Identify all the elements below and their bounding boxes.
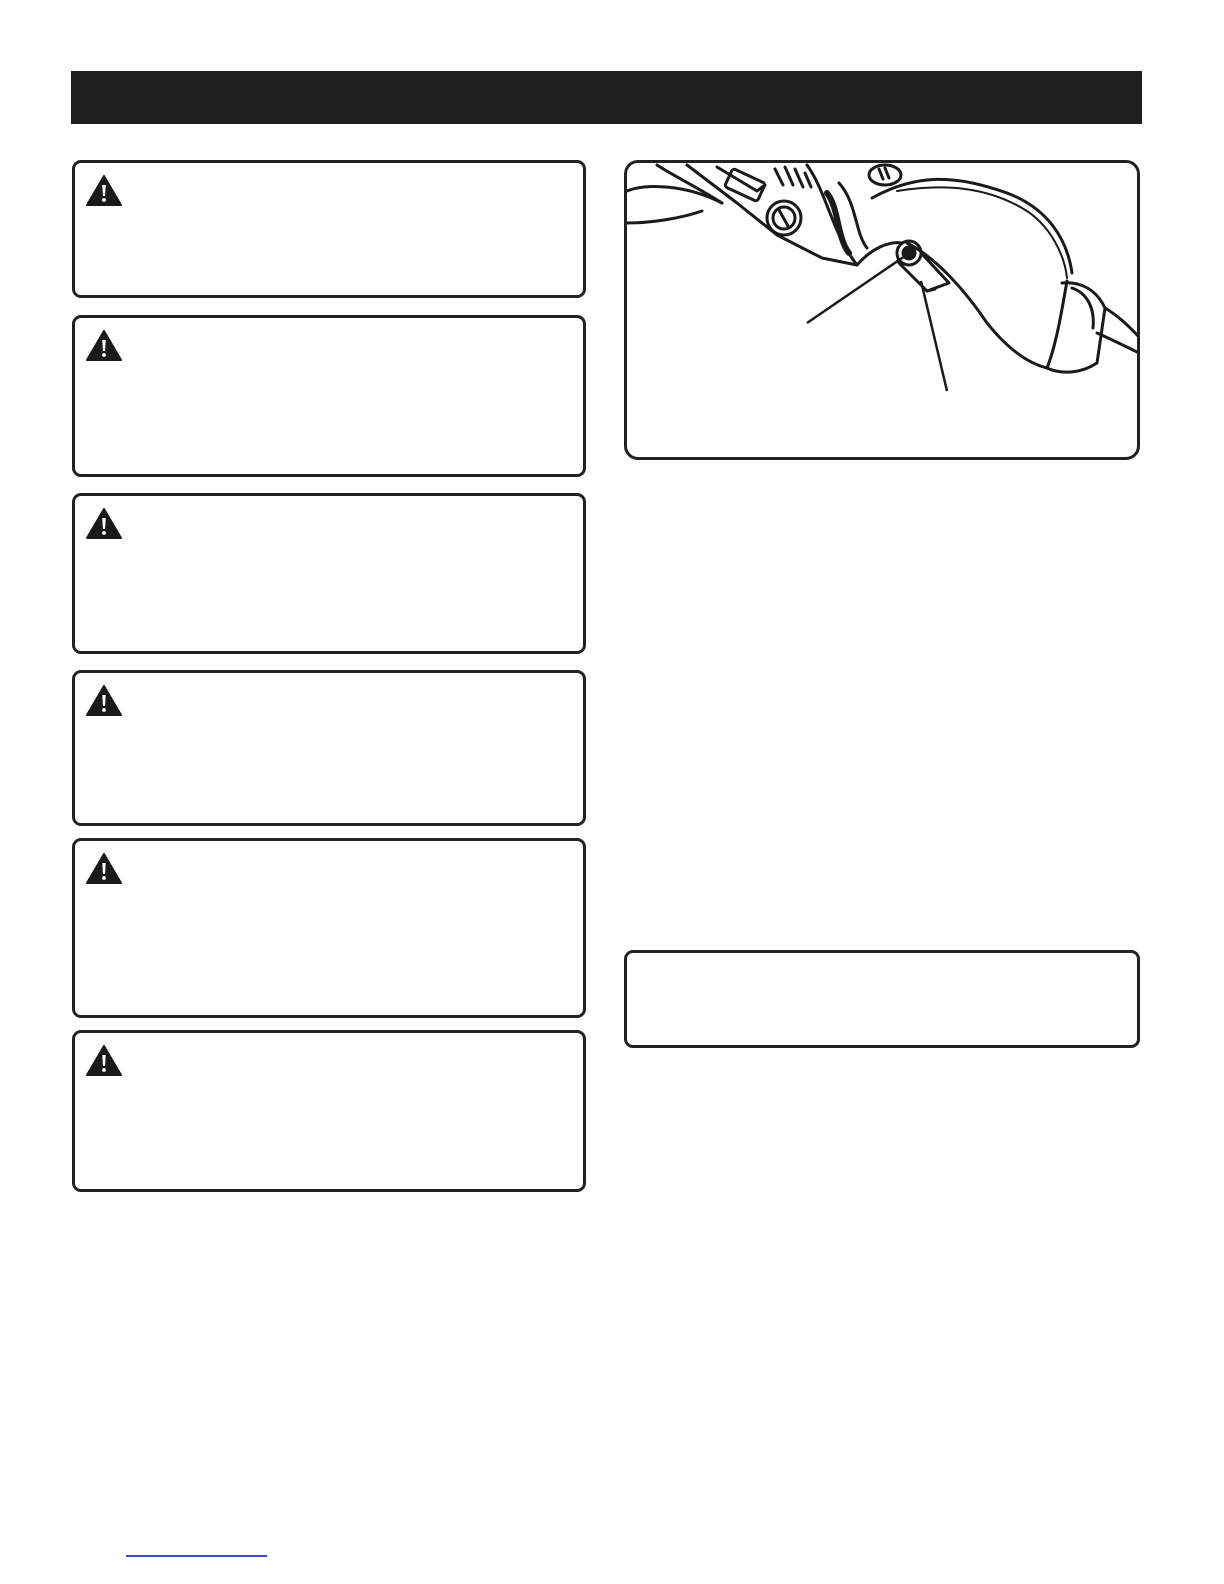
warning-triangle-icon [86, 685, 122, 716]
tool-illustration-figure [624, 160, 1140, 460]
footer-link-underline[interactable] [126, 1555, 267, 1557]
warning-box-6 [72, 1030, 586, 1192]
warning-triangle-icon [86, 853, 122, 884]
grinder-handle-illustration [627, 163, 1140, 460]
warning-box-4 [72, 670, 586, 826]
warning-box-2 [72, 315, 586, 477]
warning-box-5 [72, 838, 586, 1018]
warning-triangle-icon [86, 508, 122, 539]
warning-box-1 [72, 160, 586, 298]
warning-triangle-icon [86, 330, 122, 361]
callout-line-lever [921, 281, 947, 391]
warning-triangle-icon [86, 175, 122, 206]
warning-triangle-icon [86, 1045, 122, 1076]
section-header-bar [71, 71, 1142, 124]
warning-box-3 [72, 493, 586, 654]
note-box [624, 950, 1140, 1048]
